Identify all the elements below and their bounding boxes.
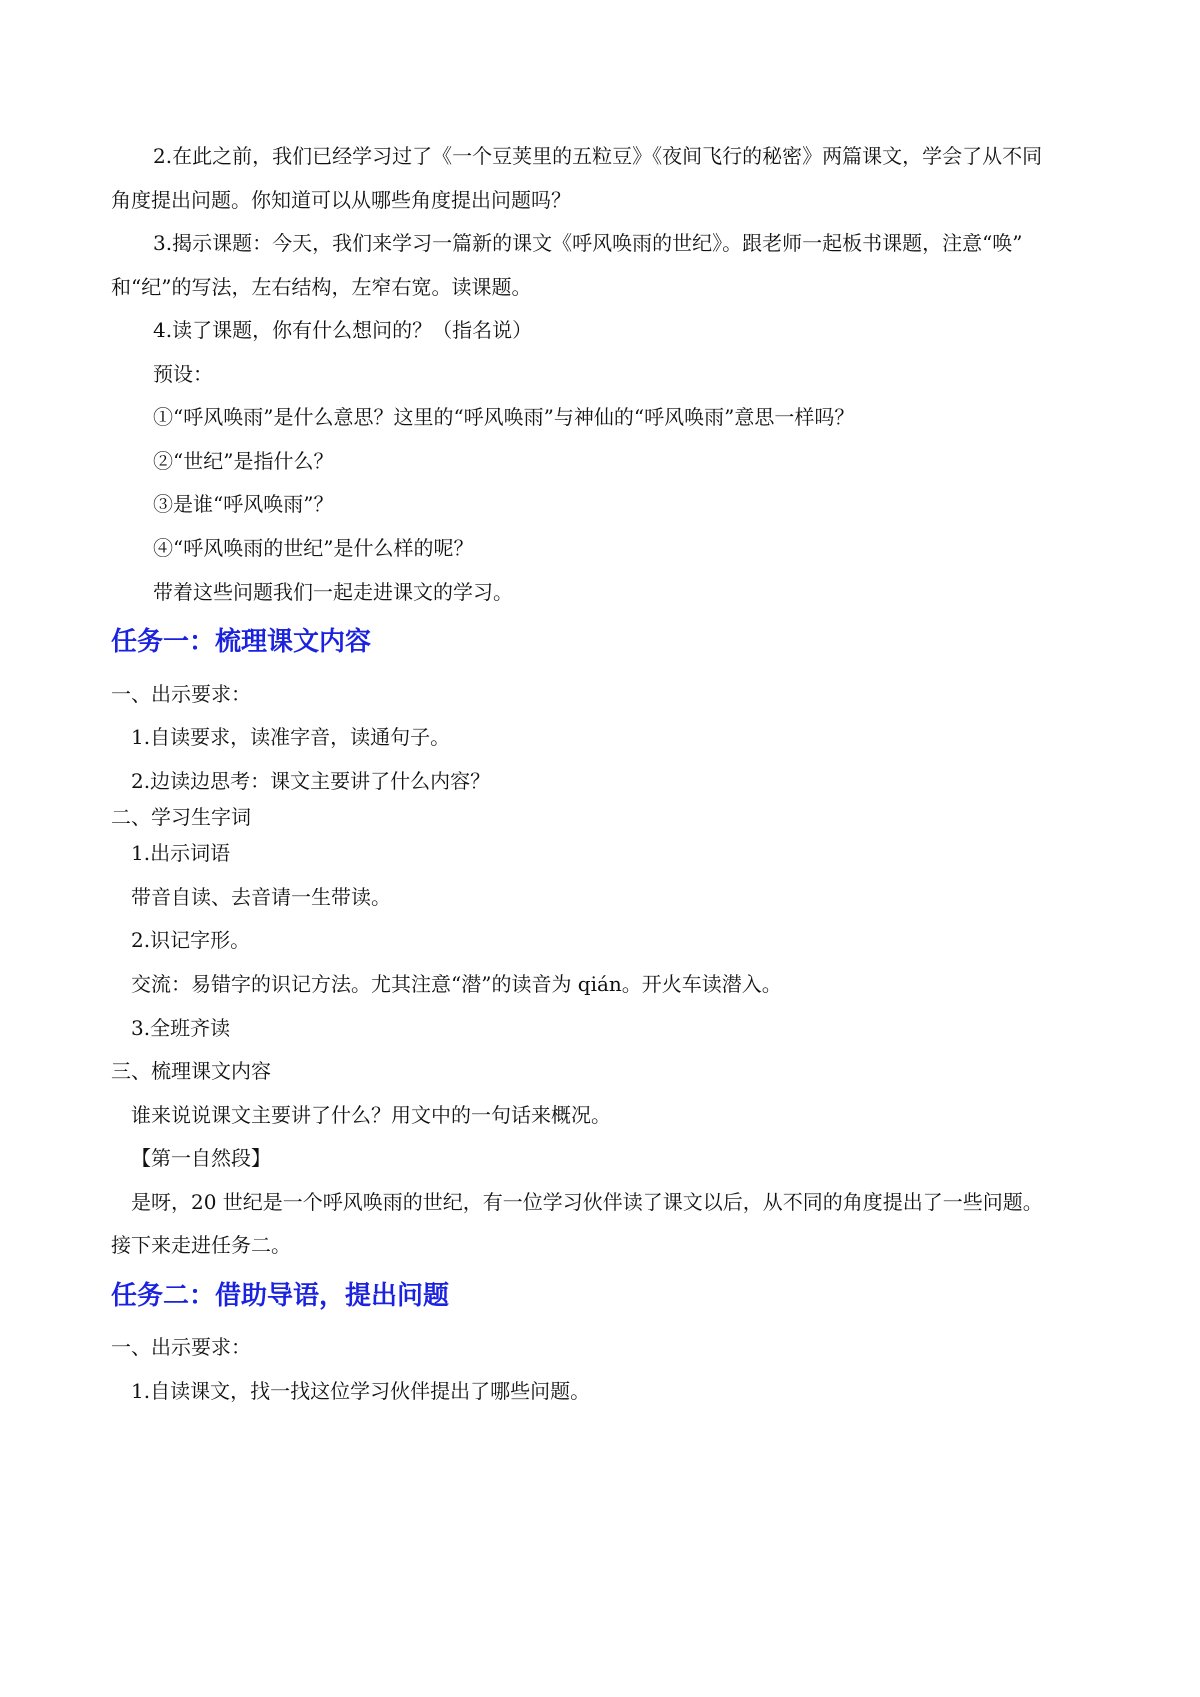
paragraph-2-line-1: 2.在此之前，我们已经学习过了《一个豆荚里的五粒豆》《夜间飞行的秘密》两篇课文，学会了从不同	[153, 144, 1043, 168]
preset-question-1: ①“呼风唤雨”是什么意思？这里的“呼风唤雨”与神仙的“呼风唤雨”意思一样吗？	[153, 405, 855, 429]
paragraph-4: 4.读了课题，你有什么想问的？（指名说）	[153, 318, 533, 342]
word-list-item-2: 2.识记字形。	[131, 928, 251, 952]
task-1-section-3-text-1: 谁来说说课文主要讲了什么？用文中的一句话来概况。	[131, 1103, 611, 1127]
preset-question-4: ④“呼风唤雨的世纪”是什么样的呢？	[153, 536, 474, 560]
task-1-section-3-text-2-line-2: 接下来走进任务二。	[111, 1233, 291, 1257]
paragraph-3-line-2: 和“纪”的写法，左右结构，左窄右宽。读课题。	[111, 275, 532, 299]
preset-question-3: ③是谁“呼风唤雨”？	[153, 492, 334, 516]
word-list-item-3: 3.全班齐读	[131, 1016, 231, 1040]
closing-sentence: 带着这些问题我们一起走进课文的学习。	[153, 580, 513, 604]
task-2-heading: 任务二：借助导语，提出问题	[111, 1281, 450, 1311]
task-2-section-1-title: 一、出示要求：	[111, 1335, 251, 1359]
paragraph-marker: 【第一自然段】	[131, 1146, 271, 1170]
task-1-section-2-title: 二、学习生字词	[111, 805, 251, 829]
task-2-item-1: 1.自读课文，找一找这位学习伙伴提出了哪些问题。	[131, 1379, 591, 1403]
task-1-item-2: 2.边读边思考：课文主要讲了什么内容？	[131, 769, 491, 793]
word-list-text-2: 交流：易错字的识记方法。尤其注意“潜”的读音为 qián。开火车读潜入。	[131, 972, 782, 996]
task-1-section-3-text-2-line-1: 是呀，20 世纪是一个呼风唤雨的世纪，有一位学习伙伴读了课文以后，从不同的角度提出了一些问题。	[131, 1190, 1043, 1214]
task-1-heading: 任务一：梳理课文内容	[111, 627, 372, 657]
paragraph-2-line-2: 角度提出问题。你知道可以从哪些角度提出问题吗？	[111, 188, 571, 212]
paragraph-3-line-1: 3.揭示课题：今天，我们来学习一篇新的课文《呼风唤雨的世纪》。跟老师一起板书课题，注意“唤”	[153, 231, 1023, 255]
preset-question-2: ②“世纪”是指什么？	[153, 449, 334, 473]
word-list-item-1: 1.出示词语	[131, 841, 231, 865]
task-1-item-1: 1.自读要求，读准字音，读通句子。	[131, 725, 451, 749]
preset-label: 预设：	[153, 362, 213, 386]
word-list-text-1: 带音自读、去音请一生带读。	[131, 885, 391, 909]
task-1-section-3-title: 三、梳理课文内容	[111, 1059, 271, 1083]
task-1-section-1-title: 一、出示要求：	[111, 682, 251, 706]
